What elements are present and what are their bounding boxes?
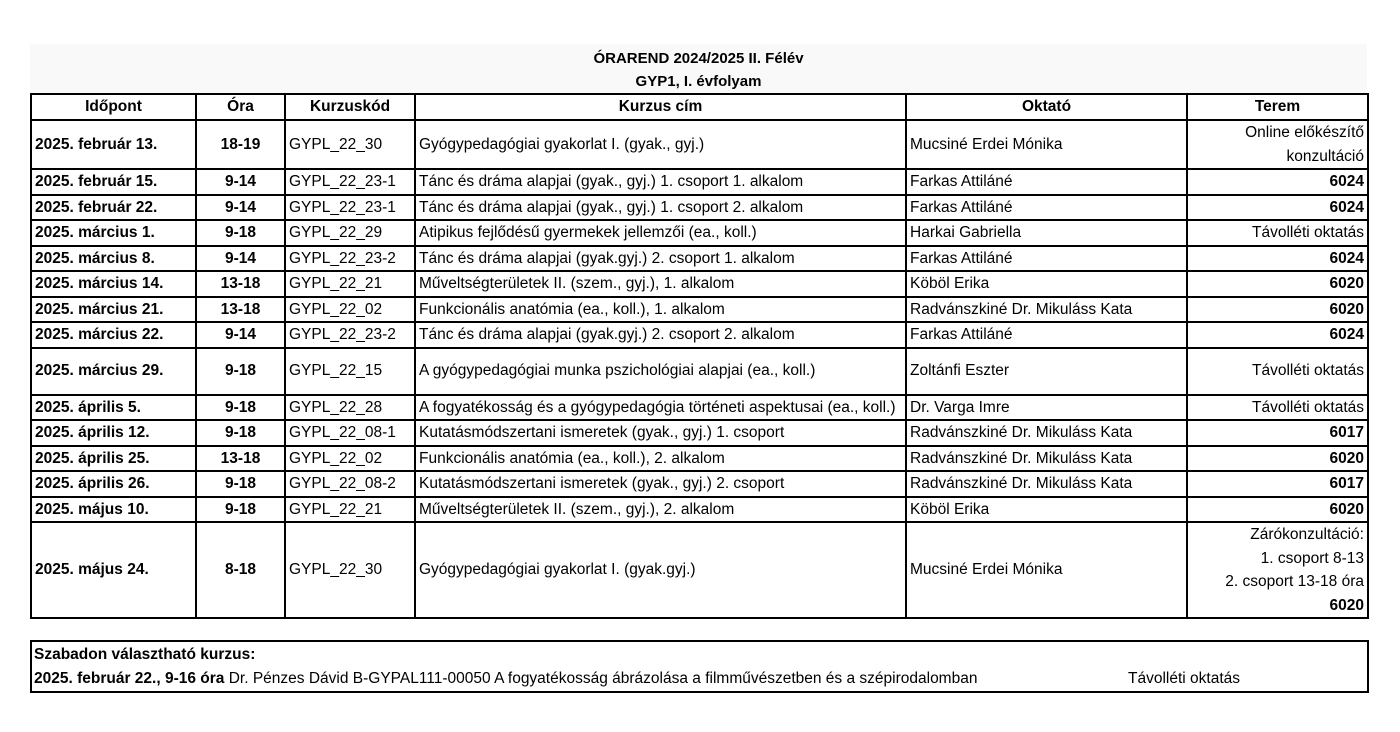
course-code-cell: GYPL_22_23-2 xyxy=(285,322,415,348)
course-title-cell: A fogyatékosság és a gyógypedagógia történeti aspektusai (ea., koll.) xyxy=(415,395,906,421)
header-row xyxy=(31,94,1368,120)
room-line: 6020 xyxy=(1329,449,1364,467)
hours-cell: 9-14 xyxy=(196,169,285,195)
instructor-cell: Köböl Erika xyxy=(906,497,1187,523)
room-line: 6020 xyxy=(1329,500,1364,518)
course-code-cell: GYPL_22_23-1 xyxy=(285,195,415,221)
table-row xyxy=(31,271,1368,297)
instructor-cell: Farkas Attiláné xyxy=(906,322,1187,348)
room-cell xyxy=(1187,522,1368,618)
elective-date-time: 2025. február 22., 9-16 óra xyxy=(34,669,225,687)
hours-cell: 13-18 xyxy=(196,297,285,323)
course-title-cell: Gyógypedagógiai gyakorlat I. (gyak.gyj.) xyxy=(415,522,906,618)
hours-cell: 9-14 xyxy=(196,246,285,272)
room-line: Zárókonzultáció: xyxy=(1250,526,1364,543)
course-title-cell: Tánc és dráma alapjai (gyak.gyj.) 2. csoport 2. alkalom xyxy=(415,322,906,348)
instructor-cell: Radvánszkiné Dr. Mikuláss Kata xyxy=(906,420,1187,446)
instructor-cell: Farkas Attiláné xyxy=(906,246,1187,272)
title-block xyxy=(30,44,1367,93)
hours-cell: 9-18 xyxy=(196,497,285,523)
hours-cell: 9-14 xyxy=(196,322,285,348)
room-cell xyxy=(1187,120,1368,169)
instructor-cell: Radvánszkiné Dr. Mikuláss Kata xyxy=(906,446,1187,472)
course-code-cell: GYPL_22_21 xyxy=(285,497,415,523)
timetable-sheet xyxy=(30,44,1367,619)
course-code-cell: GYPL_22_23-1 xyxy=(285,169,415,195)
room-line: 6024 xyxy=(1329,326,1364,343)
course-title-cell: Atipikus fejlődésű gyermekek jellemzői (ea., koll.) xyxy=(415,220,906,246)
room-line: 6017 xyxy=(1329,475,1364,492)
room-line: 6020 xyxy=(1329,275,1364,292)
instructor-cell: Zoltánfi Eszter xyxy=(906,348,1187,395)
course-code-cell: GYPL_22_15 xyxy=(285,348,415,395)
course-title-cell: Gyógypedagógiai gyakorlat I. (gyak., gyj.) xyxy=(415,120,906,169)
course-code-cell: GYPL_22_08-1 xyxy=(285,420,415,446)
elective-course-box xyxy=(30,640,1369,693)
hours-cell: 13-18 xyxy=(196,271,285,297)
column-header-course-code: Kurzuskód xyxy=(285,94,415,120)
room-line: Távolléti oktatás xyxy=(1252,362,1364,380)
instructor-cell: Farkas Attiláné xyxy=(906,169,1187,195)
table-row xyxy=(31,246,1368,272)
table-row xyxy=(31,420,1368,446)
room-line: Online előkészítő xyxy=(1245,124,1364,141)
page-title: ÓRAREND 2024/2025 II. Félév xyxy=(593,50,804,67)
page-subtitle: GYP1, I. évfolyam xyxy=(635,73,762,90)
hours-cell: 9-14 xyxy=(196,195,285,221)
room-cell xyxy=(1187,471,1368,497)
course-code-cell: GYPL_22_23-2 xyxy=(285,246,415,272)
date-cell: 2025. május 24. xyxy=(31,522,196,618)
table-row xyxy=(31,471,1368,497)
hours-cell: 9-18 xyxy=(196,395,285,421)
hours-cell: 9-18 xyxy=(196,471,285,497)
instructor-cell: Farkas Attiláné xyxy=(906,195,1187,221)
date-cell: 2025. április 26. xyxy=(31,471,196,497)
column-header-room: Terem xyxy=(1187,94,1368,120)
date-cell: 2025. április 5. xyxy=(31,395,196,421)
room-cell xyxy=(1187,297,1368,323)
course-title-cell: Funkcionális anatómia (ea., koll.), 2. alkalom xyxy=(415,446,906,472)
room-cell xyxy=(1187,246,1368,272)
hours-cell: 18-19 xyxy=(196,120,285,169)
room-line: Távolléti oktatás xyxy=(1252,398,1364,416)
course-title-cell: Műveltségterületek II. (szem., gyj.), 2. alkalom xyxy=(415,497,906,523)
room-line: 2. csoport 13-18 óra xyxy=(1225,573,1364,590)
instructor-cell: Mucsiné Erdei Mónika xyxy=(906,120,1187,169)
table-row xyxy=(31,120,1368,169)
room-cell xyxy=(1187,497,1368,523)
table-row xyxy=(31,195,1368,221)
instructor-cell: Köböl Erika xyxy=(906,271,1187,297)
date-cell: 2025. március 29. xyxy=(31,348,196,395)
hours-cell: 13-18 xyxy=(196,446,285,472)
table-row xyxy=(31,395,1368,421)
table-row xyxy=(31,297,1368,323)
course-code-cell: GYPL_22_30 xyxy=(285,120,415,169)
room-line: 6020 xyxy=(1329,596,1364,614)
course-title-cell: Tánc és dráma alapjai (gyak., gyj.) 1. csoport 1. alkalom xyxy=(415,169,906,195)
room-line: 6024 xyxy=(1329,173,1364,190)
course-code-cell: GYPL_22_21 xyxy=(285,271,415,297)
room-cell xyxy=(1187,446,1368,472)
date-cell: 2025. március 8. xyxy=(31,246,196,272)
room-cell xyxy=(1187,169,1368,195)
timetable-body xyxy=(31,120,1368,618)
course-title-cell: Funkcionális anatómia (ea., koll.), 1. alkalom xyxy=(415,297,906,323)
date-cell: 2025. április 12. xyxy=(31,420,196,446)
table-row xyxy=(31,322,1368,348)
room-cell xyxy=(1187,420,1368,446)
date-cell: 2025. február 22. xyxy=(31,195,196,221)
room-cell xyxy=(1187,195,1368,221)
course-title-cell: Kutatásmódszertani ismeretek (gyak., gyj.) 2. csoport xyxy=(415,471,906,497)
course-title-cell: A gyógypedagógiai munka pszichológiai alapjai (ea., koll.) xyxy=(415,348,906,395)
date-cell: 2025. február 13. xyxy=(31,120,196,169)
room-line: 6020 xyxy=(1329,300,1364,318)
elective-label: Szabadon választható kurzus: xyxy=(34,646,256,663)
hours-cell: 8-18 xyxy=(196,522,285,618)
instructor-cell: Radvánszkiné Dr. Mikuláss Kata xyxy=(906,297,1187,323)
table-row xyxy=(31,446,1368,472)
elective-line xyxy=(34,667,1365,691)
course-title-cell: Tánc és dráma alapjai (gyak.gyj.) 2. csoport 1. alkalom xyxy=(415,246,906,272)
course-code-cell: GYPL_22_08-2 xyxy=(285,471,415,497)
date-cell: 2025. február 15. xyxy=(31,169,196,195)
course-title-cell: Tánc és dráma alapjai (gyak., gyj.) 1. csoport 2. alkalom xyxy=(415,195,906,221)
room-cell xyxy=(1187,220,1368,246)
hours-cell: 9-18 xyxy=(196,420,285,446)
table-row xyxy=(31,169,1368,195)
instructor-cell: Harkai Gabriella xyxy=(906,220,1187,246)
date-cell: 2025. április 25. xyxy=(31,446,196,472)
date-cell: 2025. május 10. xyxy=(31,497,196,523)
column-header-instructor: Oktató xyxy=(906,94,1187,120)
course-code-cell: GYPL_22_28 xyxy=(285,395,415,421)
table-row xyxy=(31,522,1368,618)
course-code-cell: GYPL_22_30 xyxy=(285,522,415,618)
date-cell: 2025. március 22. xyxy=(31,322,196,348)
table-row xyxy=(31,497,1368,523)
table-row xyxy=(31,220,1368,246)
elective-room: Távolléti oktatás xyxy=(1128,669,1240,687)
instructor-cell: Radvánszkiné Dr. Mikuláss Kata xyxy=(906,471,1187,497)
date-cell: 2025. március 21. xyxy=(31,297,196,323)
room-line: 6024 xyxy=(1329,249,1364,267)
elective-details: Dr. Pénzes Dávid B-GYPAL111-00050 A fogyatékosság ábrázolása a filmművészetben és a szépirodalomban xyxy=(224,669,978,687)
room-line: 6024 xyxy=(1329,198,1364,216)
column-header-date: Időpont xyxy=(31,94,196,120)
date-cell: 2025. március 14. xyxy=(31,271,196,297)
column-header-hours: Óra xyxy=(196,94,285,120)
hours-cell: 9-18 xyxy=(196,220,285,246)
room-cell xyxy=(1187,271,1368,297)
hours-cell: 9-18 xyxy=(196,348,285,395)
course-code-cell: GYPL_22_29 xyxy=(285,220,415,246)
course-code-cell: GYPL_22_02 xyxy=(285,297,415,323)
instructor-cell: Dr. Varga Imre xyxy=(906,395,1187,421)
course-title-cell: Kutatásmódszertani ismeretek (gyak., gyj.) 1. csoport xyxy=(415,420,906,446)
timetable xyxy=(30,93,1369,619)
room-cell xyxy=(1187,348,1368,395)
room-cell xyxy=(1187,322,1368,348)
course-code-cell: GYPL_22_02 xyxy=(285,446,415,472)
course-title-cell: Műveltségterületek II. (szem., gyj.), 1. alkalom xyxy=(415,271,906,297)
column-header-course-title: Kurzus cím xyxy=(415,94,906,120)
room-cell xyxy=(1187,395,1368,421)
room-line: Távolléti oktatás xyxy=(1252,224,1364,241)
room-line: konzultáció xyxy=(1286,147,1364,165)
instructor-cell: Mucsiné Erdei Mónika xyxy=(906,522,1187,618)
table-row xyxy=(31,348,1368,395)
room-line: 1. csoport 8-13 xyxy=(1260,549,1364,567)
room-line: 6017 xyxy=(1329,424,1364,441)
date-cell: 2025. március 1. xyxy=(31,220,196,246)
